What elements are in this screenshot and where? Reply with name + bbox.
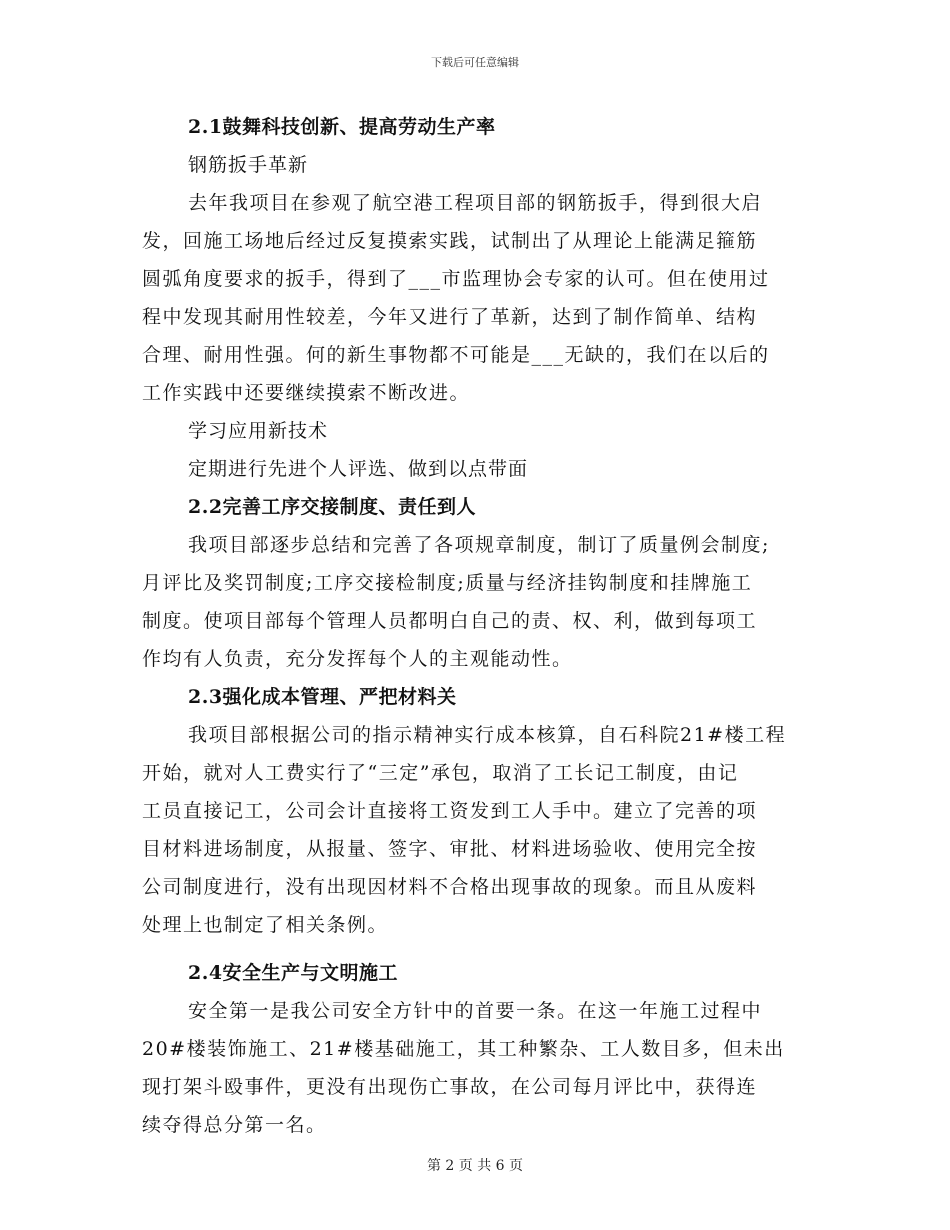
paragraph-line: 程中发现其耐用性较差，今年又进行了革新，达到了制作简单、结构 xyxy=(142,306,758,328)
page-header: 下载后可任意编辑 xyxy=(431,56,519,69)
paragraph-line: 工作实践中还要继续摸索不断改进。 xyxy=(142,382,471,404)
paragraph-line: 合理、耐用性强。何的新生事物都不可能是___无缺的，我们在以后的 xyxy=(142,344,770,366)
paragraph-line: 工员直接记工，公司会计直接将工资发到工人手中。建立了完善的项 xyxy=(142,800,758,822)
paragraph-safety xyxy=(142,992,810,1144)
paragraph-line: 去年我项目在参观了航空港工程项目部的钢筋扳手，得到很大启 xyxy=(188,192,763,214)
paragraph-line: 开始，就对人工费实行了“三定”承包，取消了工长记工制度，由记 xyxy=(142,762,739,784)
paragraph-line: 现打架斗殴事件，更没有出现伤亡事故，在公司每月评比中，获得连 xyxy=(142,1076,758,1098)
paragraph-line: 我项目部逐步总结和完善了各项规章制度，制订了质量例会制度; xyxy=(188,534,770,556)
paragraph-line: 目材料进场制度，从报量、签字、审批、材料进场验收、使用完全按 xyxy=(142,838,758,860)
document-body xyxy=(142,108,810,1144)
paragraph-line: 制度。使项目部每个管理人员都明白自己的责、权、利，做到每项工 xyxy=(142,610,758,632)
paragraph-line: 续夺得总分第一名。 xyxy=(142,1114,327,1136)
page-footer: 第 2 页 共 6 页 xyxy=(426,1158,524,1174)
paragraph-line: 月评比及奖罚制度;工序交接检制度;质量与经济挂钩制度和挂牌施工 xyxy=(142,572,753,594)
sub-item-new-tech: 学习应用新技术 xyxy=(188,420,329,442)
section-gap xyxy=(142,944,810,954)
paragraph-line: 20#楼装饰施工、21#楼基础施工，其工种繁杂、工人数目多，但未出 xyxy=(142,1038,785,1060)
section-heading-2-2: 2.2完善工序交接制度、责任到人 xyxy=(188,496,477,518)
paragraph-line: 处理上也制定了相关条例。 xyxy=(142,914,389,936)
paragraph-line: 我项目部根据公司的指示精神实行成本核算，自石科院21#楼工程 xyxy=(188,724,787,746)
sub-item-evaluation: 定期进行先进个人评选、做到以点带面 xyxy=(188,458,529,480)
paragraph-line: 安全第一是我公司安全方针中的首要一条。在这一年施工过程中 xyxy=(188,1000,763,1022)
section-heading-2-4: 2.4安全生产与文明施工 xyxy=(188,962,399,984)
paragraph-line: 公司制度进行，没有出现因材料不合格出现事故的现象。而且从废料 xyxy=(142,876,758,898)
paragraph-line: 圆弧角度要求的扳手，得到了___市监理协会专家的认可。但在使用过 xyxy=(142,268,770,290)
paragraph-cost-management xyxy=(142,716,810,944)
paragraph-line: 发，回施工场地后经过反复摸索实践，试制出了从理论上能满足箍筋 xyxy=(142,230,758,252)
paragraph-process-handover xyxy=(142,526,810,678)
paragraph-line: 作均有人负责，充分发挥每个人的主观能动性。 xyxy=(142,648,573,670)
sub-item-rebar-wrench: 钢筋扳手革新 xyxy=(188,154,309,176)
section-heading-2-1: 2.1鼓舞科技创新、提高劳动生产率 xyxy=(188,116,496,138)
section-heading-2-3: 2.3强化成本管理、严把材料关 xyxy=(188,686,457,708)
paragraph-rebar-wrench xyxy=(142,184,810,412)
